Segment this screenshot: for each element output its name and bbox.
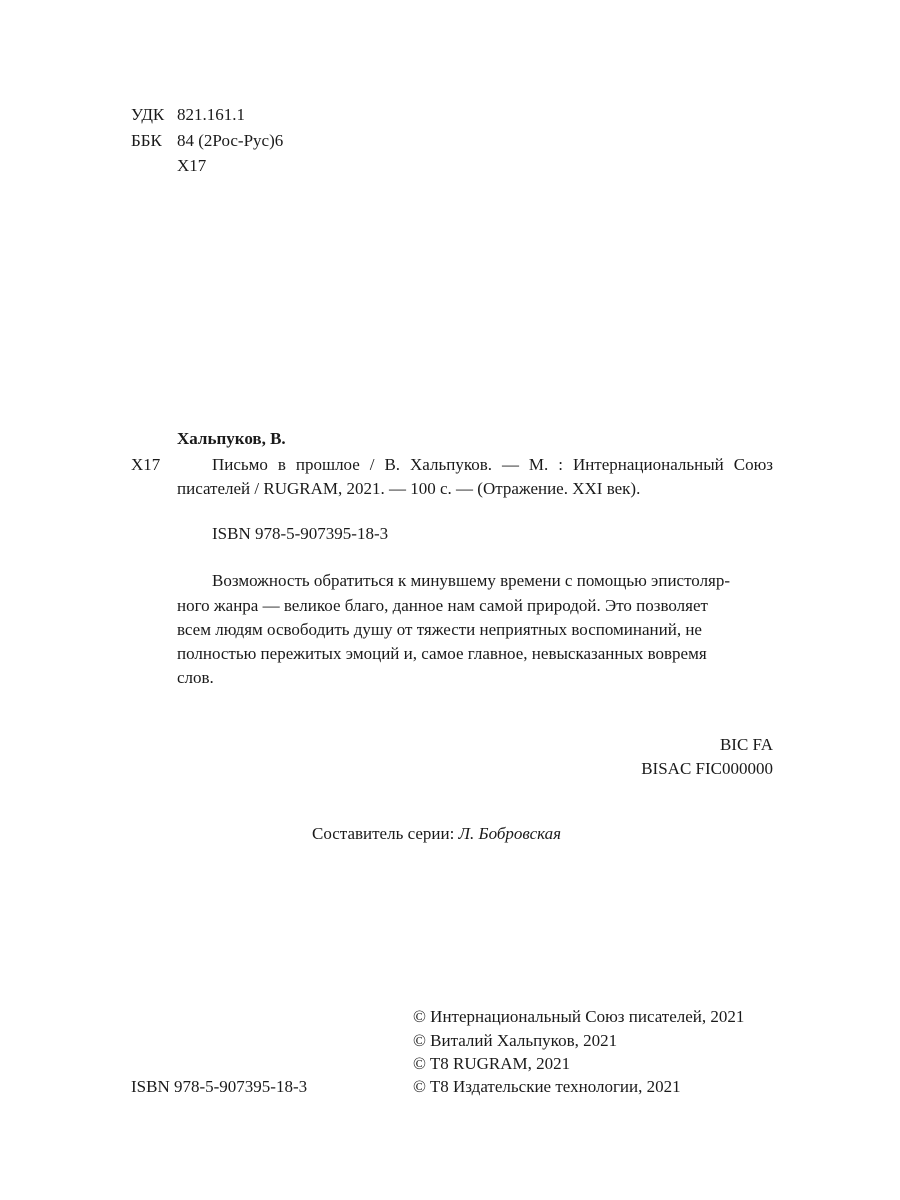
copyright-line: © T8 RUGRAM, 2021 (413, 1054, 571, 1073)
annotation-line: Возможность обратиться к минувшему времени с помощью эпистоляр- (212, 571, 731, 590)
annotation-line: всем людям освободить душу от тяжести неприятных воспоминаний, не (177, 620, 702, 639)
footer-isbn: ISBN 978-5-907395-18-3 (131, 1077, 308, 1096)
annotation-line: ного жанра — великое благо, данное нам самой природой. Это позволяет (177, 596, 708, 615)
udk-value: 821.161.1 (177, 105, 245, 124)
series-label: Составитель серии: (312, 824, 459, 843)
bisac-code: BISAC FIC000000 (641, 759, 773, 778)
author-mark-top: Х17 (177, 156, 207, 175)
copyright-line: © T8 Издательские технологии, 2021 (413, 1077, 681, 1096)
author-mark-bib: Х17 (131, 455, 161, 474)
bic-code: BIC FA (719, 735, 773, 754)
udk-label: УДК (131, 105, 165, 124)
bbk-value: 84 (2Рос-Рус)6 (177, 131, 284, 150)
author-heading: Хальпуков, В. (177, 429, 286, 448)
copyright-line: © Виталий Хальпуков, 2021 (413, 1031, 618, 1050)
annotation-line: слов. (177, 668, 214, 687)
bibliographic-description: Письмо в прошлое / В. Хальпуков. — М. : Интернациональный Союз писателей / RUGRAM, 2021. — 100 с. — (Отражение. XXI век). (177, 455, 773, 498)
series-compiler (312, 822, 561, 846)
series-compiler-name: Л. Бобровская (458, 824, 562, 843)
annotation-line: полностью пережитых эмоций и, самое главное, невысказанных вовремя (177, 644, 707, 663)
bib-isbn: ISBN 978-5-907395-18-3 (212, 524, 389, 543)
bbk-label: ББК (131, 131, 162, 150)
copyright-line: © Интернациональный Союз писателей, 2021 (413, 1007, 745, 1026)
